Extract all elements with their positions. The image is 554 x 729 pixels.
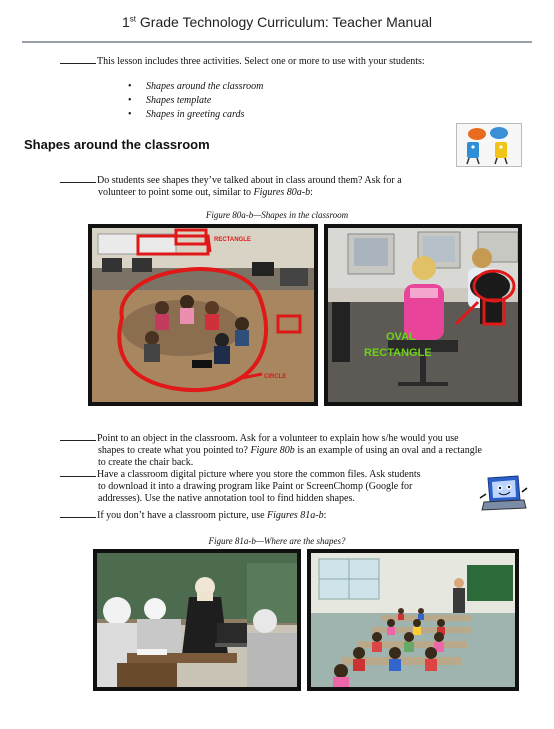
page-header [0,14,554,30]
label-rectangle: RECTANGLE [214,237,251,243]
para4-end: : [323,510,327,521]
paragraph-2 [60,431,532,469]
checkbox-blank [60,467,96,477]
checkbox-blank [60,54,96,64]
activity-item: • Shapes around the classroom [128,80,263,94]
para3-line-c: addresses). Use the native annotation tool to find hidden shapes. [98,493,355,504]
header-title-pre: 1 [122,14,130,30]
figure80-caption: Figure 80a-b—Shapes in the classroom [205,210,349,220]
discussion-icon [456,123,522,167]
header-title-sup: st [129,14,137,24]
para3-line-a: Have a classroom digital picture where you store the common files. Ask students [97,469,421,480]
para1-line-b: volunteer to point some out, similar to [98,187,254,198]
para1-figure-ref: Figures 80a-b [253,187,311,198]
activity-item: • Shapes in greeting cards [128,108,263,122]
activity-list [128,80,263,122]
paragraph-4 [60,508,480,522]
header-divider [22,41,532,43]
para2-figure-ref: Figure 80b [250,445,295,456]
figure80a-photo [88,224,318,406]
checkbox-blank [60,508,96,518]
paragraph-1 [60,173,460,199]
para4-text: If you don’t have a classroom picture, use [97,510,268,521]
label-rectangle-2: RECTANGLE [364,347,432,359]
section-heading: Shapes around the classroom [24,137,210,152]
para2-line-b1: shapes to create what you pointed to? [98,445,251,456]
figure81a-photo [93,549,301,691]
activity-item: • Shapes template [128,94,263,108]
para2-line-b2: is an example of using an oval and a rectangle [294,445,482,456]
para3-line-b: to download it into a drawing program like Paint or ScreenChomp (Google for [98,481,413,492]
header-title-post: Grade Technology Curriculum: Teacher Manual [136,14,432,30]
checkbox-blank [60,173,96,183]
para2-line-c: to create the chair back. [98,457,194,468]
para1-line-a: Do students see shapes they’ve talked about in class around them? Ask for a [97,175,402,186]
paragraph-3 [60,467,474,505]
figure80b-photo [324,224,522,406]
label-oval: OVAL [386,331,416,343]
laptop-mascot-icon [478,474,528,514]
checkbox-blank [60,431,96,441]
intro-line [60,54,540,68]
label-circle: CIRCLE [264,374,287,380]
para1-end: : [310,187,313,198]
figure81b-photo [307,549,519,691]
intro-text: This lesson includes three activities. Select one or more to use with your students: [97,56,425,67]
figure81-caption: Figure 81a-b—Where are the shapes? [208,536,346,546]
para4-figure-ref: Figures 81a-b [267,510,324,521]
para2-line-a: Point to an object in the classroom. Ask for a volunteer to explain how s/he would you use [97,433,459,444]
